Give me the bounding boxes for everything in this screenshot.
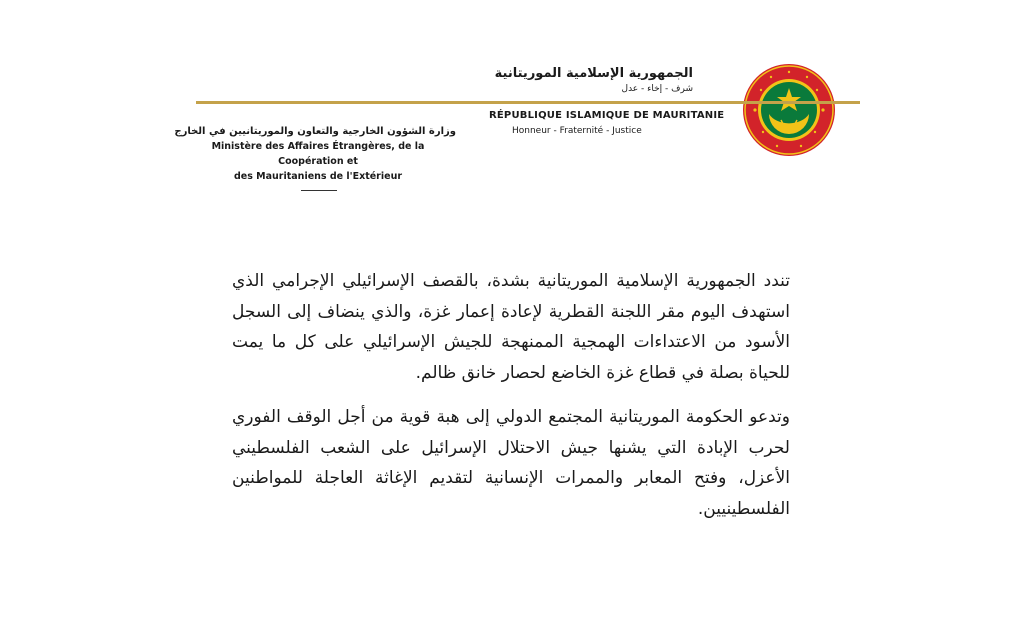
ministry-french-line2: des Mauritaniens de l'Extérieur xyxy=(233,171,403,182)
mauritania-seal-icon xyxy=(741,62,837,158)
header-arabic-title: الجمهورية الإسلامية الموريتانية xyxy=(494,66,693,81)
ministry-arabic-name: وزارة الشؤون الخارجية والتعاون والموريتانيين في الخارج xyxy=(174,126,456,137)
header-arabic-motto: شرف - إخاء - عدل xyxy=(621,84,693,94)
statement-paragraph-2: وتدعو الحكومة الموريتانية المجتمع الدولي إلى هبة قوية من أجل الوقف الفوري لحرب الإبادة التي يشنها جيش الاحتلال الإسرائيل على الشعب الفلسطيني الأعزل، وفتح المعابر والممرات الإنسانية لتقديم الإغاثة العاجلة للمواطنين الفلسطينيين. xyxy=(232,407,790,519)
header-french-title: RÉPUBLIQUE ISLAMIQUE DE MAURITANIE xyxy=(489,110,725,121)
header-divider xyxy=(196,101,860,104)
header-french-motto: Honneur - Fraternité - Justice xyxy=(512,126,642,136)
ministry-rule xyxy=(301,190,337,191)
statement-body xyxy=(232,266,790,538)
ministry-french-line1: Ministère des Affaires Étrangères, de la Coopération et xyxy=(211,141,425,167)
statement-paragraph-1: تندد الجمهورية الإسلامية الموريتانية بشدة، بالقصف الإسرائيلي الإجرامي الذي استهدف اليوم مقر اللجنة القطرية لإعادة إعمار غزة، والذي ينضاف إلى السجل الأسود من الاعتداءات الهمجية الممنهجة للجيش الإسرائيلي على كل ما يمت للحياة بصلة في قطاع غزة الخاضع لحصار خانق ظالم. xyxy=(232,271,790,383)
ministry-block xyxy=(174,125,456,184)
